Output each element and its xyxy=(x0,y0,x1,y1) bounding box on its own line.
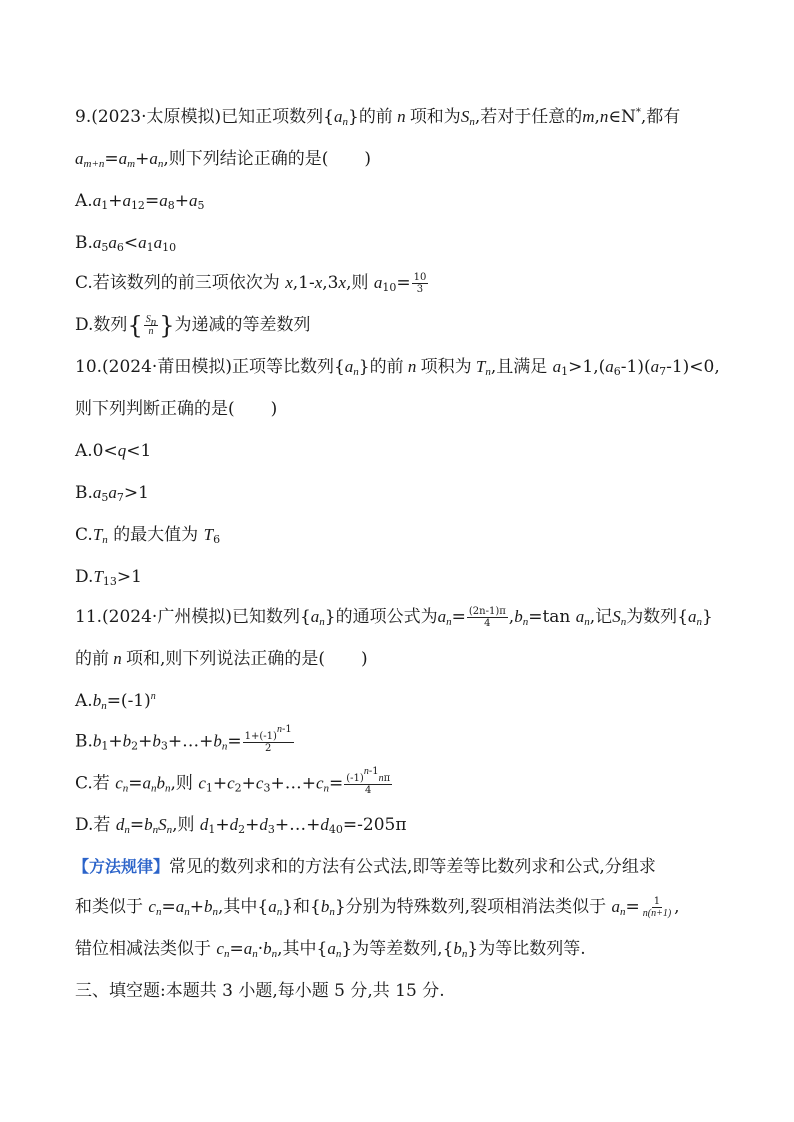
q9-text: 的前 xyxy=(358,107,393,127)
q10-text: 则下列判断正确的是( xyxy=(75,399,235,419)
fraction: $\frac{1+(-1)^{n-1}}{2}$ xyxy=(244,724,292,754)
q11-text: D.若 xyxy=(75,815,111,835)
q11-text: C.若 xyxy=(75,773,110,794)
method-text: 为等差数列, xyxy=(352,939,443,959)
q11-text: =-205π xyxy=(342,815,407,835)
frac-den: 2 xyxy=(264,743,272,754)
q9-text: 项和为 xyxy=(409,107,461,127)
q10-option-c: $C.T_n$ 的最大值为 $T_6$ xyxy=(75,525,221,546)
q11-option-c: C.若 $c_n=a_nb_n$,则 $c_1+c_2+c_3+\dots+c_n=$ $\frac{(-1)^{n-1}n\pi}{4}$ xyxy=(75,766,391,796)
method-line2: 和类似于 $c_n=a_n+b_n$,其中$\{a_n\}$和$\{b_n\}$分别为特殊数列,裂项相消法类似于 $a_n=$ $\frac{1}{n(n+1)}$ , xyxy=(75,896,680,919)
q9-text: ,若对于任意的 xyxy=(474,107,583,127)
frac-den: 4 xyxy=(484,618,491,629)
q9-text: 为递减的等差数列 xyxy=(174,315,311,335)
q9-text: ,则下列结论正确的是( xyxy=(163,149,329,169)
q9-option-b: $B.a_5a_6<a_1a_{10}$ xyxy=(75,233,177,254)
q9-line1: 9.(2023·太原模拟)已知正项数列$\{a_n\}$的前 n 项和为$S_n$,若对于任意的m,n∈N*,都有 xyxy=(75,107,681,128)
fraction: $\frac{S_n}{n}$ xyxy=(145,314,157,337)
frac-den: 4 xyxy=(365,785,372,796)
q11-text: 项和,则下列说法正确的是( xyxy=(126,649,326,669)
q11-text: 为数列 xyxy=(626,607,678,627)
q11-text: 的通项公式为 xyxy=(335,607,438,627)
q11-line1: 11.(2024·广州模拟)已知数列$\{a_n\}$的通项公式为$a_n=$ $\frac{(2n-1)\pi}{4}$ $,b_n=\tan$ $a_n$,记$S_n$为数列$\{a_n\}$ xyxy=(75,606,713,629)
method-text: 错位相减法类似于 xyxy=(75,939,211,959)
q11-text: ,则 xyxy=(172,815,195,835)
q11-text: =tan xyxy=(528,607,571,627)
q11-text: ,记 xyxy=(589,607,613,627)
frac-den: 3 xyxy=(416,284,424,295)
q11-option-a: $A.b_n=(-1)^n$ xyxy=(75,691,156,712)
method-text: 和类似于 xyxy=(75,897,143,917)
method-text: ,其中 xyxy=(217,897,258,917)
method-text: 为等比数列等. xyxy=(478,939,586,959)
q9-text: ,都有 xyxy=(640,107,681,127)
q11-option-d: D.若 $d_n=b_nS_n$,则 $d_1+d_2+d_3+\dots+d_{40}=-205\pi$ xyxy=(75,815,407,836)
q9-text: ) xyxy=(364,149,372,169)
q10-line2 xyxy=(75,398,277,420)
q10-text: 项积为 xyxy=(420,357,472,377)
method-text: 和 xyxy=(293,897,311,917)
fraction xyxy=(412,272,429,295)
q10-option-a: A.0<q<1 xyxy=(75,441,152,461)
q10-text: ) xyxy=(270,399,278,419)
q10-option-d: $D.T_{13}>1$ xyxy=(75,567,142,588)
method-tag: 【方法规律】 xyxy=(73,857,170,876)
frac-den: n(n+1) xyxy=(642,908,672,919)
method-line1 xyxy=(73,856,656,878)
fraction: $\frac{(-1)^{n-1}n\pi}{4}$ xyxy=(346,766,391,796)
q11-text: B. xyxy=(75,731,93,752)
q10-text: 的前 xyxy=(369,357,404,377)
q9-option-c: C.若该数列的前三项依次为 x,1-x,3x,则 $a_{10}=$ $\frac{10}{3}$ xyxy=(75,272,427,295)
q9-stem: 9.(2023·太原模拟)已知正项数列 xyxy=(75,107,324,127)
section-heading: 三、填空题:本题共 3 小题,每小题 5 分,共 15 分. xyxy=(75,981,445,1001)
q9-text: ,则 xyxy=(346,273,369,293)
q9-line2: $a_{m+n}=a_m+a_n$,则下列结论正确的是( ) xyxy=(75,149,372,170)
q11-option-b: $B.b_1+b_2+b_3+\dots+b_n=$ $\frac{1+(-1)^{n-1}}{2}$ xyxy=(75,724,292,754)
frac-num: 1 xyxy=(653,896,661,907)
frac-num: 10 xyxy=(413,272,427,283)
q10-stem: 10.(2024·莆田模拟)正项等比数列 xyxy=(75,357,334,377)
q11-text: ,则 xyxy=(170,773,193,794)
fraction xyxy=(641,896,673,919)
q10-text: ,且满足 xyxy=(490,357,548,377)
q9-option-d: D.数列{ $\frac{S_n}{n}$ }为递减的等差数列 xyxy=(75,311,311,340)
method-text: 常见的数列求和的方法有公式法,即等差等比数列求和公式,分组求 xyxy=(169,857,656,877)
method-text: 分别为特殊数列,裂项相消法类似于 xyxy=(345,897,607,917)
q11-stem: 11.(2024·广州模拟)已知数列 xyxy=(75,607,300,627)
q10-text: C. xyxy=(75,525,93,545)
q11-text: ) xyxy=(361,649,368,669)
q11-line2: 的前 n 项和,则下列说法正确的是( ) xyxy=(75,649,368,669)
frac-num: (2n-1)π xyxy=(468,606,506,617)
method-text: ,其中 xyxy=(277,939,317,959)
fraction xyxy=(467,606,508,629)
q9-text: C.若该数列的前三项依次为 xyxy=(75,273,280,293)
q11-text: 的前 xyxy=(75,649,109,669)
q10-option-b: $B.a_5a_7>1$ xyxy=(75,483,149,504)
q9-text: D.数列 xyxy=(75,315,128,335)
q10-text: 的最大值为 xyxy=(113,525,199,545)
q9-option-a: $A.a_1+a_{12}=a_8+a_5$ xyxy=(75,191,205,212)
method-line3: 错位相减法类似于 $c_n=a_n\cdot b_n$,其中$\{a_n\}$为等差数列$,\{b_n\}$为等比数列等. xyxy=(75,939,586,960)
q10-line1: 10.(2024·莆田模拟)正项等比数列$\{a_n\}$的前 n 项积为 $T_n$,且满足 $a_1>1,(a_6-1)(a_7-1)<0$, xyxy=(75,357,720,378)
